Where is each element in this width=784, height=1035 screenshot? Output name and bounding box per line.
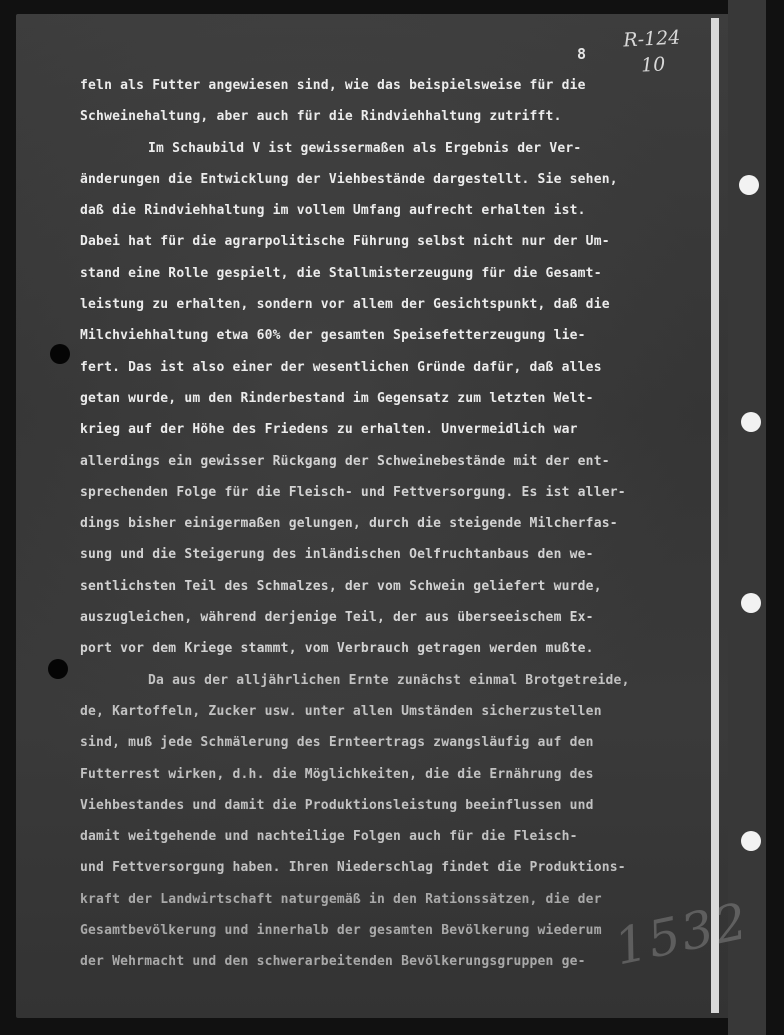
text-line: damit weitgehende und nachteilige Folgen auch für die Fleisch- xyxy=(80,829,578,845)
text-line: sprechenden Folge für die Fleisch- und Fettversorgung. Es ist aller- xyxy=(80,484,626,500)
text-line: sind, muß jede Schmälerung des Ernteertrags zwangsläufig auf den xyxy=(80,735,594,751)
text-line: fert. Das ist also einer der wesentlichen Gründe dafür, daß alles xyxy=(80,359,602,375)
text-line: und Fettversorgung haben. Ihren Niederschlag findet die Produktions- xyxy=(80,860,626,876)
archive-code-line-2: 10 xyxy=(640,53,666,77)
text-line: allerdings ein gewisser Rückgang der Schweinebestände mit der ent- xyxy=(80,453,610,469)
vertical-margin-line xyxy=(711,18,719,1013)
text-line: änderungen die Entwicklung der Viehbestände dargestellt. Sie sehen, xyxy=(80,171,618,187)
text-line: stand eine Rolle gespielt, die Stallmisterzeugung für die Gesamt- xyxy=(80,265,602,281)
text-line: getan wurde, um den Rinderbestand im Gegensatz zum letzten Welt- xyxy=(80,390,594,406)
punch-hole-right-4 xyxy=(741,831,761,851)
archive-code-line-1: R-124 xyxy=(622,26,681,52)
text-line: Schweinehaltung, aber auch für die Rindviehhaltung zutrifft. xyxy=(80,109,562,125)
text-line: sentlichsten Teil des Schmalzes, der vom Schwein geliefert wurde, xyxy=(80,578,602,594)
text-line: feln als Futter angewiesen sind, wie das beispielsweise für die xyxy=(80,78,586,93)
text-line: kraft der Landwirtschaft naturgemäß in den Rationssätzen, die der xyxy=(80,891,602,907)
page-number: 8 xyxy=(577,45,587,63)
text-line: port vor dem Kriege stammt, vom Verbrauch getragen werden mußte. xyxy=(80,641,594,657)
text-line: Im Schaubild V ist gewissermaßen als Ergebnis der Ver- xyxy=(148,140,582,156)
punch-hole-right-2 xyxy=(741,412,761,432)
text-line: auszugleichen, während derjenige Teil, der aus überseeischem Ex- xyxy=(80,610,594,626)
text-line: de, Kartoffeln, Zucker usw. unter allen Umständen sicherzustellen xyxy=(80,703,602,719)
punch-hole-right-1 xyxy=(739,175,759,195)
typed-body-text xyxy=(80,76,680,984)
text-line: krieg auf der Höhe des Friedens zu erhalten. Unvermeidlich war xyxy=(80,422,578,438)
punch-hole-right-3 xyxy=(741,593,761,613)
text-line: daß die Rindviehhaltung im vollem Umfang aufrecht erhalten ist. xyxy=(80,203,586,219)
text-line: Milchviehhaltung etwa 60% der gesamten Speisefetterzeugung lie- xyxy=(80,328,586,344)
text-line: Gesamtbevölkerung und innerhalb der gesamten Bevölkerung wiederum xyxy=(80,923,602,939)
text-line: Dabei hat für die agrarpolitische Führung selbst nicht nur der Um- xyxy=(80,234,610,250)
text-line: dings bisher einigermaßen gelungen, durch die steigende Milcherfas- xyxy=(80,516,618,532)
text-line: Futterrest wirken, d.h. die Möglichkeiten, die die Ernährung des xyxy=(80,766,594,782)
text-line: der Wehrmacht und den schwerarbeitenden Bevölkerungsgruppen ge- xyxy=(80,954,586,970)
text-line: Viehbestandes und damit die Produktionsleistung beeinflussen und xyxy=(80,797,594,813)
archive-code-handwritten xyxy=(623,25,683,80)
punch-hole-left-2 xyxy=(48,659,68,679)
faint-stamp-number: 1532 xyxy=(609,891,754,977)
page-margin-strip xyxy=(728,0,766,1035)
text-line: leistung zu erhalten, sondern vor allem der Gesichtspunkt, daß die xyxy=(80,297,610,313)
text-line: sung und die Steigerung des inländischen Oelfruchtanbaus den we- xyxy=(80,547,594,563)
punch-hole-left-1 xyxy=(50,344,70,364)
text-line: Da aus der alljährlichen Ernte zunächst einmal Brotgetreide, xyxy=(148,672,630,688)
